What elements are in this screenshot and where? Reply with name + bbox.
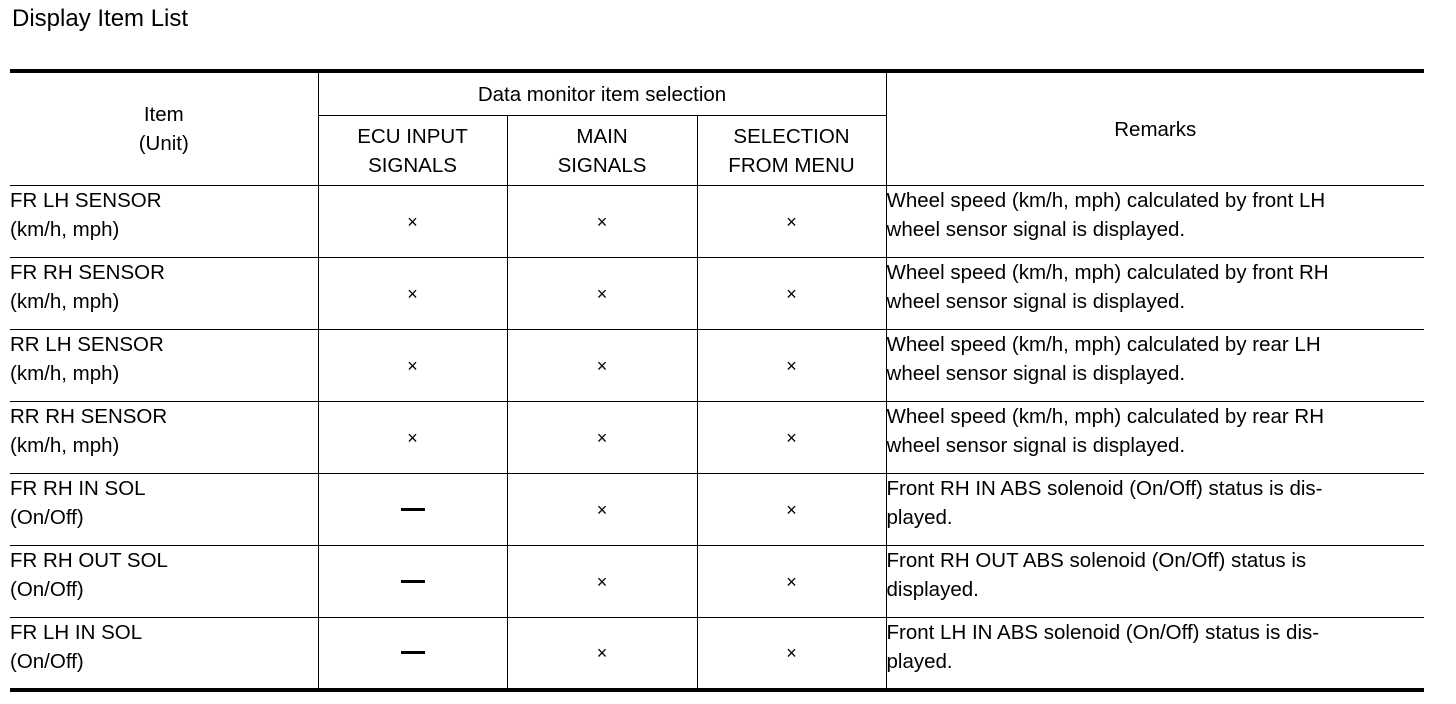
table-row: [10, 618, 1424, 690]
remarks-cell: Front RH IN ABS solenoid (On/Off) status is dis- played.: [886, 474, 1424, 546]
table-row: [10, 546, 1424, 618]
item-cell: RR RH SENSOR (km/h, mph): [10, 402, 318, 474]
item-cell: FR LH IN SOL (On/Off): [10, 618, 318, 690]
mark-cell-ecu-input-signals: [318, 618, 507, 690]
applicable-x-mark: ×: [596, 642, 608, 663]
mark-cell-selection-from-menu: [697, 402, 886, 474]
item-cell: FR RH SENSOR (km/h, mph): [10, 258, 318, 330]
mark-cell-main-signals: [507, 330, 697, 402]
mark-cell-main-signals: [507, 186, 697, 258]
mark-cell-main-signals: [507, 546, 697, 618]
applicable-x-mark: ×: [407, 355, 418, 376]
item-cell: RR LH SENSOR (km/h, mph): [10, 330, 318, 402]
display-item-table: [10, 69, 1424, 692]
item-cell: FR RH IN SOL (On/Off): [10, 474, 318, 546]
table-row: [10, 258, 1424, 330]
not-applicable-dash: [401, 580, 425, 583]
applicable-x-mark: ×: [596, 283, 608, 304]
not-applicable-dash: [401, 651, 425, 654]
mark-cell-ecu-input-signals: [318, 474, 507, 546]
page-title: Display Item List: [12, 5, 189, 32]
mark-cell-selection-from-menu: [697, 330, 886, 402]
applicable-x-mark: ×: [786, 355, 797, 376]
mark-cell-selection-from-menu: [697, 474, 886, 546]
mark-cell-selection-from-menu: [697, 546, 886, 618]
remarks-cell: Front RH OUT ABS solenoid (On/Off) status is displayed.: [886, 546, 1424, 618]
table-row: [10, 474, 1424, 546]
mark-cell-ecu-input-signals: [318, 330, 507, 402]
header-data-monitor-item-selection: Data monitor item selection: [318, 71, 886, 116]
applicable-x-mark: ×: [596, 499, 608, 520]
applicable-x-mark: ×: [786, 427, 797, 448]
applicable-x-mark: ×: [407, 427, 418, 448]
remarks-cell: Front LH IN ABS solenoid (On/Off) status is dis- played.: [886, 618, 1424, 690]
mark-cell-selection-from-menu: [697, 258, 886, 330]
remarks-cell: Wheel speed (km/h, mph) calculated by front LH wheel sensor signal is displayed.: [886, 186, 1424, 258]
applicable-x-mark: ×: [786, 283, 797, 304]
header-selection-from-menu: SELECTION FROM MENU: [697, 116, 886, 186]
item-cell: FR RH OUT SOL (On/Off): [10, 546, 318, 618]
mark-cell-main-signals: [507, 402, 697, 474]
mark-cell-ecu-input-signals: [318, 186, 507, 258]
mark-cell-ecu-input-signals: [318, 402, 507, 474]
item-cell: FR LH SENSOR (km/h, mph): [10, 186, 318, 258]
table-row: [10, 402, 1424, 474]
applicable-x-mark: ×: [596, 571, 608, 592]
applicable-x-mark: ×: [786, 499, 797, 520]
not-applicable-dash: [401, 508, 425, 511]
mark-cell-ecu-input-signals: [318, 258, 507, 330]
applicable-x-mark: ×: [786, 642, 797, 663]
applicable-x-mark: ×: [596, 427, 608, 448]
mark-cell-main-signals: [507, 474, 697, 546]
mark-cell-main-signals: [507, 618, 697, 690]
applicable-x-mark: ×: [596, 355, 608, 376]
header-item: Item (Unit): [10, 71, 318, 186]
mark-cell-main-signals: [507, 258, 697, 330]
mark-cell-ecu-input-signals: [318, 546, 507, 618]
remarks-cell: Wheel speed (km/h, mph) calculated by rear RH wheel sensor signal is displayed.: [886, 402, 1424, 474]
mark-cell-selection-from-menu: [697, 618, 886, 690]
header-remarks: Remarks: [886, 71, 1424, 186]
table-row: [10, 186, 1424, 258]
mark-cell-selection-from-menu: [697, 186, 886, 258]
applicable-x-mark: ×: [786, 211, 797, 232]
header-ecu-input-signals: ECU INPUT SIGNALS: [318, 116, 507, 186]
header-main-signals: MAIN SIGNALS: [507, 116, 697, 186]
remarks-cell: Wheel speed (km/h, mph) calculated by front RH wheel sensor signal is displayed.: [886, 258, 1424, 330]
remarks-cell: Wheel speed (km/h, mph) calculated by rear LH wheel sensor signal is displayed.: [886, 330, 1424, 402]
table-row: [10, 330, 1424, 402]
applicable-x-mark: ×: [407, 211, 418, 232]
applicable-x-mark: ×: [596, 211, 608, 232]
applicable-x-mark: ×: [407, 283, 418, 304]
applicable-x-mark: ×: [786, 571, 797, 592]
